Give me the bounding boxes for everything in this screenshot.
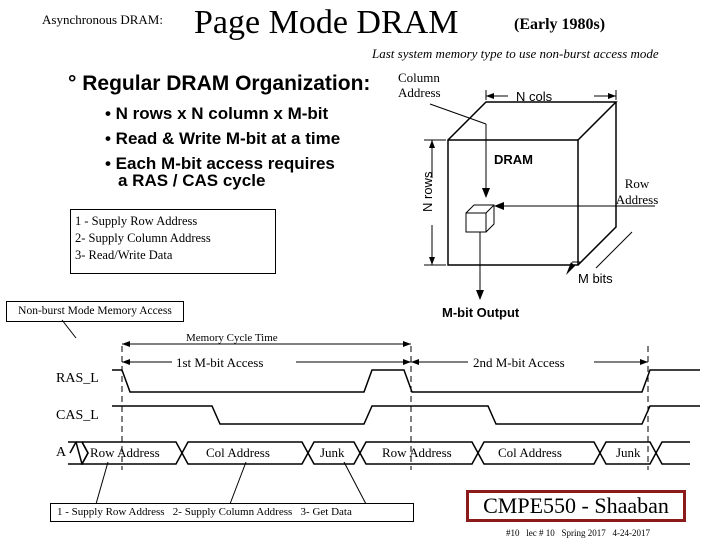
page-title: Page Mode DRAM: [194, 4, 459, 41]
access-2-label: 2nd M-bit Access: [473, 355, 565, 370]
bullet-1: • N rows x N column x M-bit: [105, 104, 329, 123]
course-badge: [466, 490, 686, 522]
ras-label: RAS_L: [56, 371, 99, 386]
n-rows-label: N rows: [420, 171, 435, 212]
bottom-steps: 1 - Supply Row Address 2- Supply Column Address 3- Get Data: [50, 503, 414, 522]
field-row-address-1: Row Address: [90, 445, 160, 460]
n-cols-label: N cols: [516, 89, 553, 104]
slide-info: #10 lec # 10 Spring 2017 4-24-2017: [506, 528, 650, 538]
cas-waveform: [112, 406, 700, 424]
field-col-address-2: Col Address: [498, 445, 562, 460]
access-1-label: 1st M-bit Access: [176, 355, 264, 370]
organization-heading: ° Regular DRAM Organization:: [68, 72, 371, 95]
m-bits-label: M bits: [578, 271, 613, 286]
bullet-3-cont: a RAS / CAS cycle: [118, 171, 266, 190]
field-junk-2: Junk: [616, 445, 641, 460]
step-2: 2- Supply Column Address: [75, 231, 211, 245]
address-label: A: [56, 445, 67, 460]
ras-waveform: [112, 370, 700, 392]
cycle-time-label: Memory Cycle Time: [186, 332, 278, 344]
non-burst-label: Non-burst Mode Memory Access: [6, 301, 184, 322]
column-address-label: Column Address: [398, 70, 441, 100]
field-col-address-1: Col Address: [206, 445, 270, 460]
step-1: 1 - Supply Row Address: [75, 214, 198, 228]
bullet-3: • Each M-bit access requires: [105, 154, 335, 173]
course-badge-text: CMPE550 - Shaaban: [469, 493, 683, 519]
row-address-label: Row Address: [615, 176, 659, 207]
era-label: (Early 1980s): [514, 16, 606, 33]
cas-label: CAS_L: [56, 408, 99, 423]
m-bit-output-label: M-bit Output: [442, 305, 520, 320]
address-bus: [68, 442, 690, 464]
subtitle: Last system memory type to use non-burst access mode: [372, 46, 659, 61]
section-label: Asynchronous DRAM:: [42, 12, 163, 27]
dram-label: DRAM: [494, 152, 533, 167]
bullet-2: • Read & Write M-bit at a time: [105, 129, 341, 148]
field-row-address-2: Row Address: [382, 445, 452, 460]
step-3: 3- Read/Write Data: [75, 248, 173, 262]
field-junk-1: Junk: [320, 445, 345, 460]
